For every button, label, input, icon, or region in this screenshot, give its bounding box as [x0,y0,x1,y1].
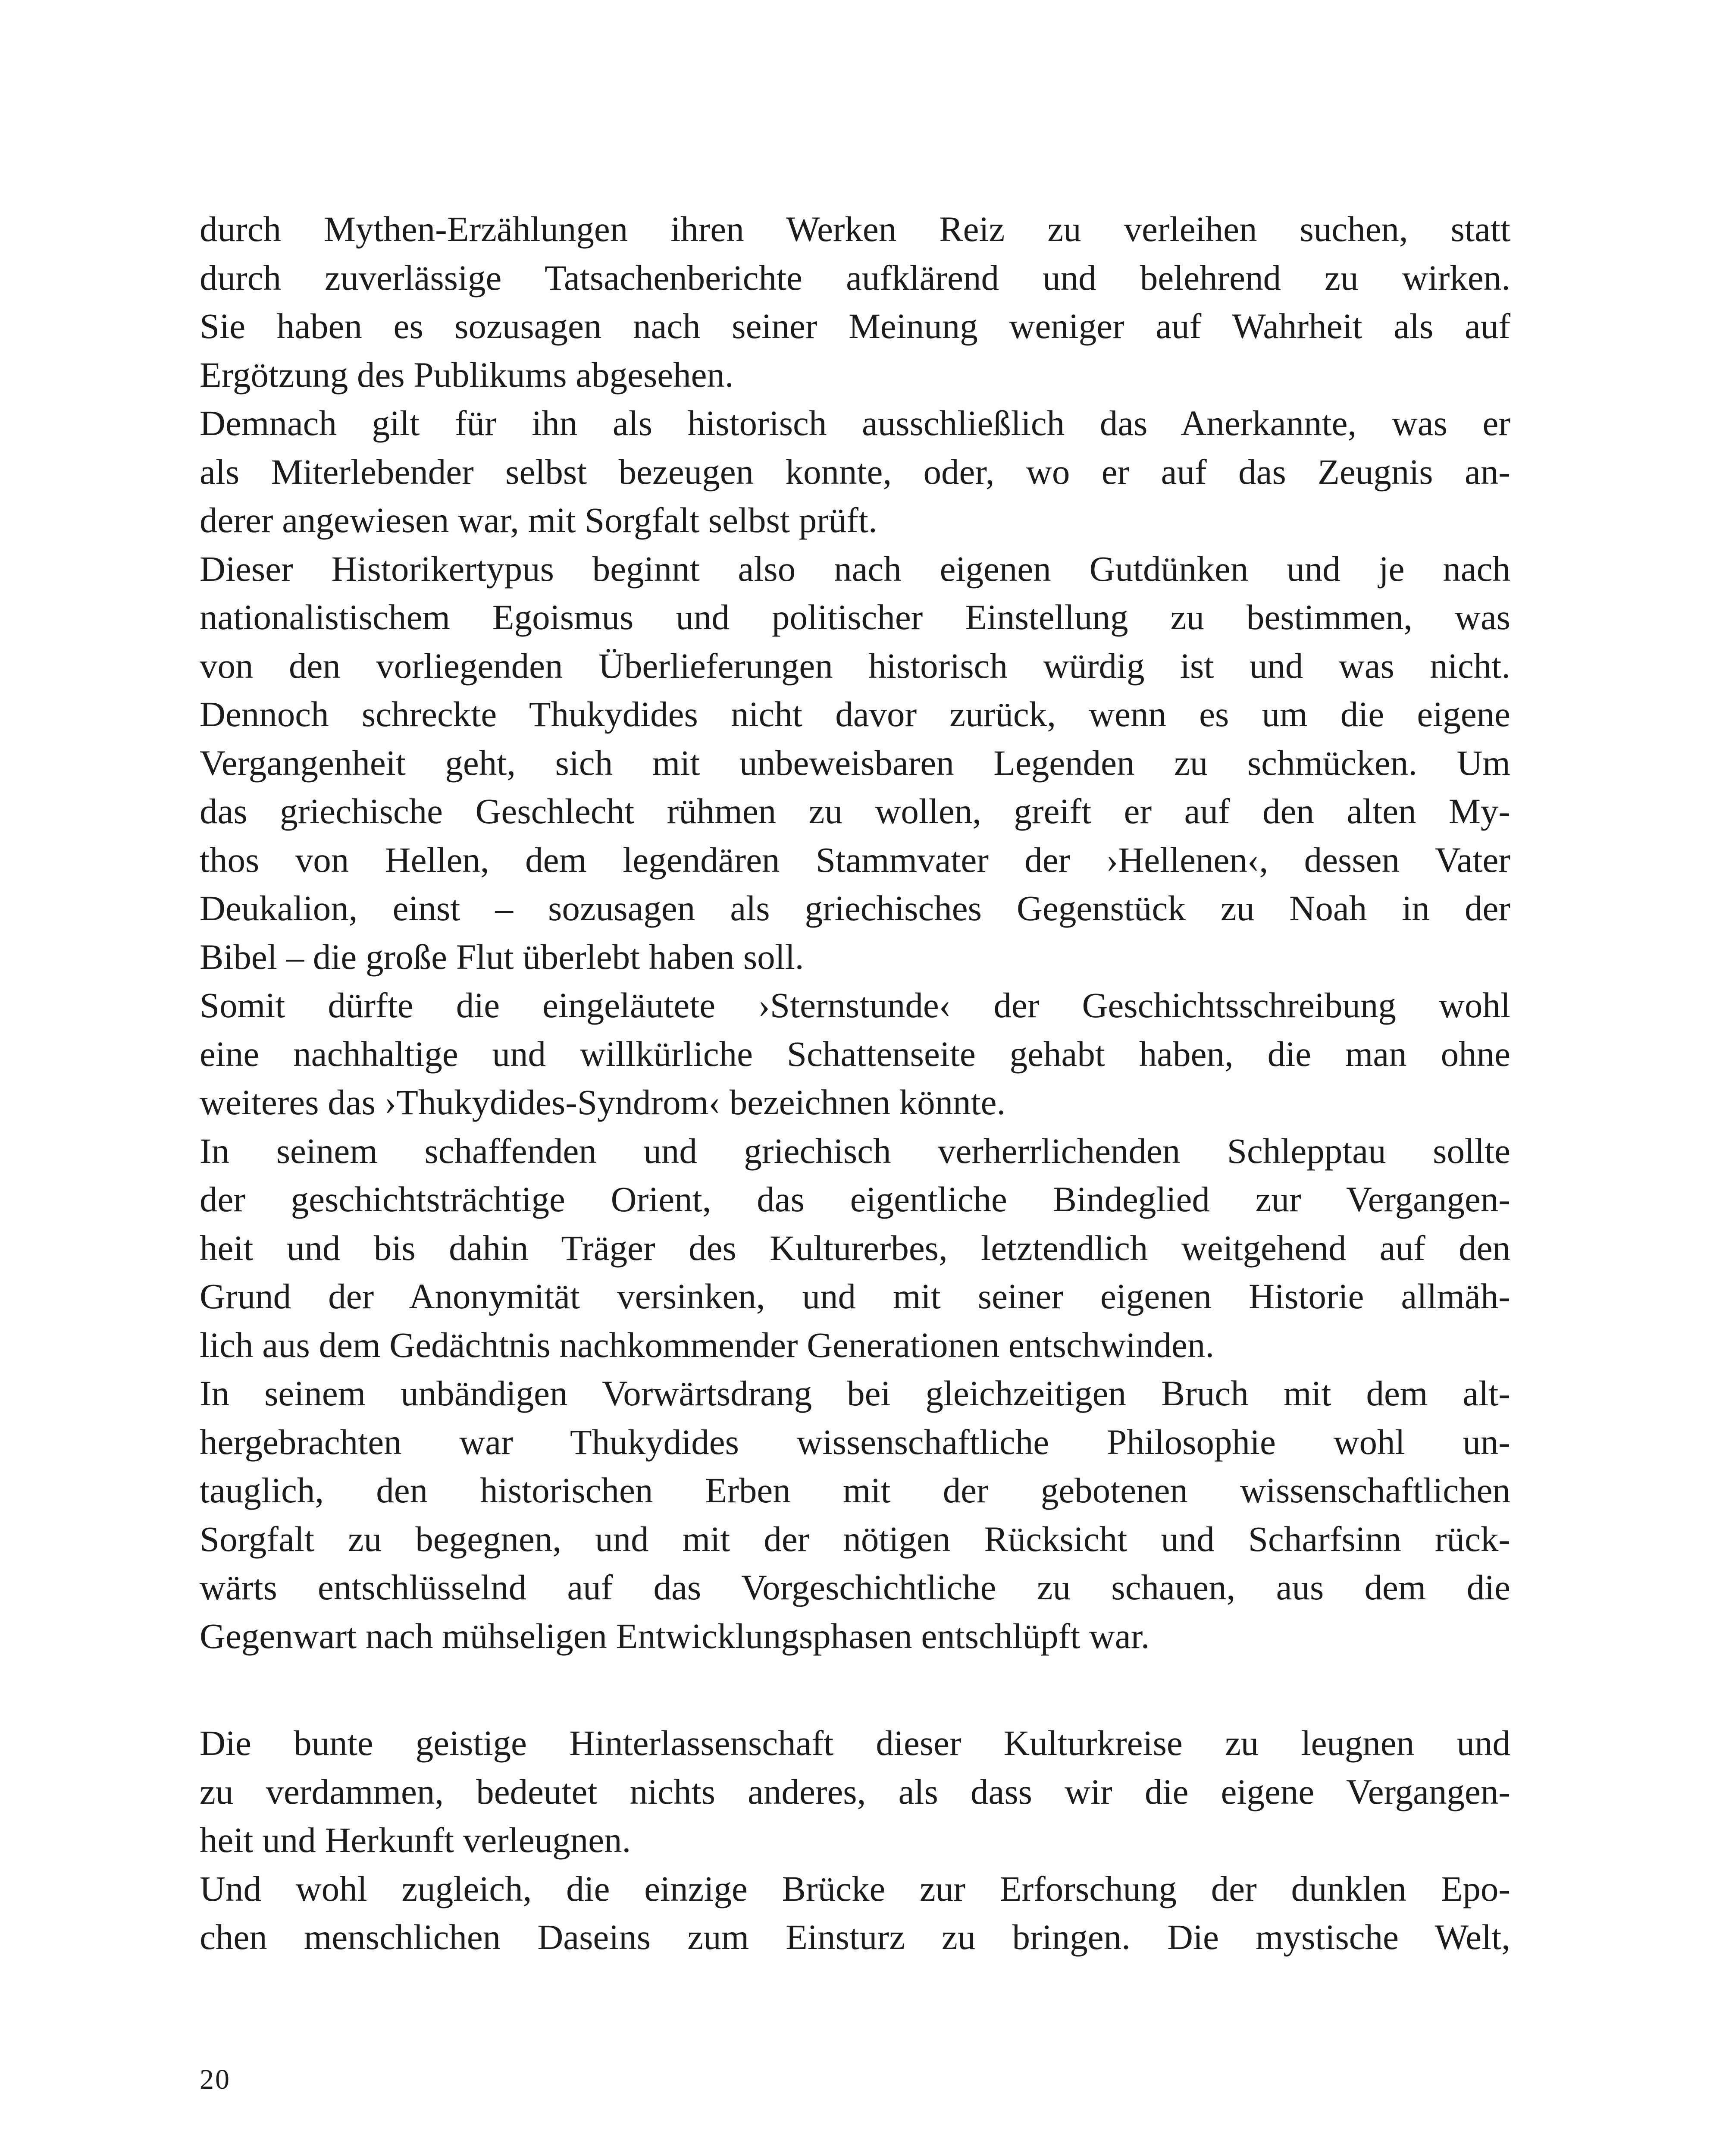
text-line: durch Mythen-Erzählungen ihren Werken Reiz zu verleihen suchen, statt [200,209,1510,249]
text-line: Bibel – die große Flut überlebt haben soll. [200,937,804,977]
text-line: weiteres das ›Thukydides-Syndrom‹ bezeichnen könnte. [200,1082,1006,1122]
text-line: Ergötzung des Publikums abgesehen. [200,354,734,395]
text-line: Deukalion, einst – sozusagen als griechisches Gegenstück zu Noah in der [200,888,1510,928]
text-line: lich aus dem Gedächtnis nachkommender Generationen entschwinden. [200,1325,1215,1365]
text-line: wärts entschlüsselnd auf das Vorgeschichtliche zu schauen, aus dem die [200,1567,1510,1607]
text-line: durch zuverlässige Tatsachenberichte aufklärend und belehrend zu wirken. [200,257,1510,298]
text-line: In seinem unbändigen Vorwärtsdrang bei gleichzeitigen Bruch mit dem alt- [200,1373,1510,1413]
body-text-block-2 [200,1719,1510,1962]
text-line: Dieser Historikertypus beginnt also nach eigenen Gutdünken und je nach [200,548,1510,589]
text-line: chen menschlichen Daseins zum Einsturz zu bringen. Die mystische Welt, [200,1917,1510,1957]
text-line: Gegenwart nach mühseligen Entwicklungsphasen entschlüpft war. [200,1616,1150,1656]
text-line: Demnach gilt für ihn als historisch ausschließlich das Anerkannte, was er [200,403,1510,443]
text-line: Sie haben es sozusagen nach seiner Meinung weniger auf Wahrheit als auf [200,306,1510,346]
text-line: heit und bis dahin Träger des Kulturerbes, letztendlich weitgehend auf den [200,1228,1510,1268]
text-line: das griechische Geschlecht rühmen zu wollen, greift er auf den alten My- [200,791,1510,831]
text-line: Somit dürfte die eingeläutete ›Sternstunde‹ der Geschichtsschreibung wohl [200,985,1510,1025]
text-line: Vergangenheit geht, sich mit unbeweisbaren Legenden zu schmücken. Um [200,743,1510,783]
text-line: hergebrachten war Thukydides wissenschaftliche Philosophie wohl un- [200,1422,1510,1462]
text-line: Und wohl zugleich, die einzige Brücke zur Erforschung der dunklen Epo- [200,1868,1510,1908]
text-line: als Miterlebender selbst bezeugen konnte, oder, wo er auf das Zeugnis an- [200,451,1510,492]
text-line: Sorgfalt zu begegnen, und mit der nötigen Rücksicht und Scharfsinn rück- [200,1519,1510,1559]
text-line: nationalistischem Egoismus und politischer Einstellung zu bestimmen, was [200,597,1510,637]
text-line: thos von Hellen, dem legendären Stammvater der ›Hellenen‹, dessen Vater [200,840,1510,880]
text-line: In seinem schaffenden und griechisch verherrlichenden Schlepptau sollte [200,1131,1510,1171]
text-line: Die bunte geistige Hinterlassenschaft dieser Kulturkreise zu leugnen und [200,1723,1510,1763]
page-number: 20 [200,2064,231,2095]
text-line: derer angewiesen war, mit Sorgfalt selbst prüft. [200,500,877,540]
text-line: heit und Herkunft verleugnen. [200,1820,631,1860]
text-line: Dennoch schreckte Thukydides nicht davor zurück, wenn es um die eigene [200,694,1510,734]
text-line: von den vorliegenden Überlieferungen historisch würdig ist und was nicht. [200,646,1510,686]
text-line: tauglich, den historischen Erben mit der gebotenen wissenschaftlichen [200,1470,1510,1510]
body-text-block-1 [200,205,1510,1660]
text-line: Grund der Anonymität versinken, und mit seiner eigenen Historie allmäh- [200,1276,1510,1316]
text-line: der geschichtsträchtige Orient, das eigentliche Bindeglied zur Vergangen- [200,1179,1510,1219]
text-line: eine nachhaltige und willkürliche Schattenseite gehabt haben, die man ohne [200,1034,1510,1074]
text-line: zu verdammen, bedeutet nichts anderes, als dass wir die eigene Vergangen- [200,1771,1510,1811]
